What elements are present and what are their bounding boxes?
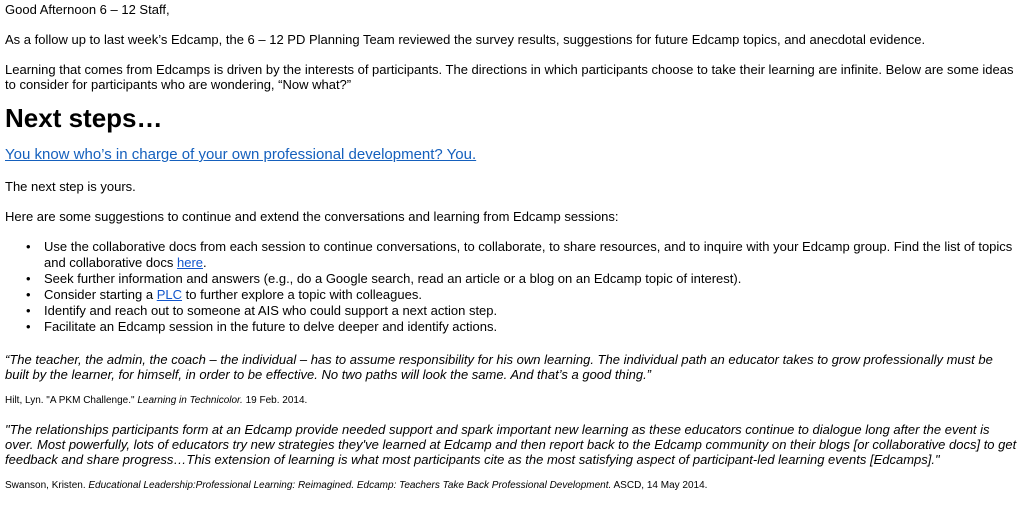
hilt-citation <box>5 395 1017 407</box>
bullet-icon: • <box>26 303 31 318</box>
citation-date: 19 Feb. 2014. <box>242 395 308 406</box>
suggestions-intro: Here are some suggestions to continue and extend the conversations and learning from Edcamp sessions: <box>5 209 619 224</box>
list-item-text: Identify and reach out to someone at AIS who could support a next action step. <box>44 303 498 318</box>
list-item-text-end: to further explore a topic with colleagues. <box>182 287 422 302</box>
subheading <box>5 146 1017 164</box>
citation-author: Hilt, Lyn. "A PKM Challenge." <box>5 395 138 406</box>
next-steps-heading: Next steps… <box>5 103 163 133</box>
list-item-text: Use the collaborative docs from each session to continue conversations, to collaborate, to share resources, and to inquire with your Edcamp group. Find the list of topics and collaborative docs <box>44 239 1013 270</box>
list-item-text: Facilitate an Edcamp session in the future to delve deeper and identify actions. <box>44 319 498 334</box>
citation-date: ASCD, 14 May 2014. <box>611 480 708 491</box>
list-item <box>26 271 1017 287</box>
list-item-text-end: . <box>203 255 207 270</box>
list-item-text: Seek further information and answers (e.g., do a Google search, read an article or a blog on an Edcamp topic of interest). <box>44 271 742 286</box>
greeting: Good Afternoon 6 – 12 Staff, <box>5 2 170 17</box>
professional-development-link[interactable]: You know who’s in charge of your own professional development? You. <box>5 146 477 163</box>
plc-link[interactable]: PLC <box>156 287 183 302</box>
intro-paragraph: As a follow up to last week’s Edcamp, the 6 – 12 PD Planning Team reviewed the survey results, suggestions for future Edcamp topics, and anecdotal evidence. <box>5 32 926 47</box>
hilt-quote: “The teacher, the admin, the coach – the individual – has to assume responsibility for his own learning. The individual path an educator takes to grow professionally must be built by the learner, for himself, in order to be effective. No two paths will look the same. And that’s a good thing.” <box>5 352 993 382</box>
citation-work: Learning in Technicolor. <box>137 395 243 406</box>
bullet-icon: • <box>26 239 31 254</box>
swanson-citation <box>5 480 1017 492</box>
citation-work: Educational Leadership:Professional Learning: Reimagined. Edcamp: Teachers Take Back Professional Development. <box>88 480 612 491</box>
list-item <box>26 319 1017 335</box>
bullet-icon: • <box>26 271 31 286</box>
list-item-text: Consider starting a <box>44 287 157 302</box>
next-step-text: The next step is yours. <box>5 179 136 194</box>
bullet-icon: • <box>26 319 31 334</box>
bullet-icon: • <box>26 287 31 302</box>
learning-paragraph: Learning that comes from Edcamps is driven by the interests of participants. The directions in which participants choose to take their learning are infinite. Below are some ideas to consider for participants who are wondering, “Now what?” <box>5 62 1014 92</box>
list-item <box>26 239 1017 271</box>
citation-author: Swanson, Kristen. <box>5 480 89 491</box>
list-item <box>26 303 1017 319</box>
suggestions-list <box>5 239 1017 335</box>
list-item <box>26 287 1017 303</box>
email-body <box>5 2 1017 507</box>
swanson-quote: "The relationships participants form at an Edcamp provide needed support and spark important new learning as these educators continue to dialogue long after the event is over. Most powerfully, lots of educators try new strategies they've learned at Edcamp and then report back to the Edcamp community on their blogs [or collaborative docs] to get feedback and share progress…This extension of learning is what most participants cite as the most satisfying aspect of participant-led learning events [Edcamps]." <box>5 422 1017 467</box>
here-link[interactable]: here <box>176 255 204 270</box>
